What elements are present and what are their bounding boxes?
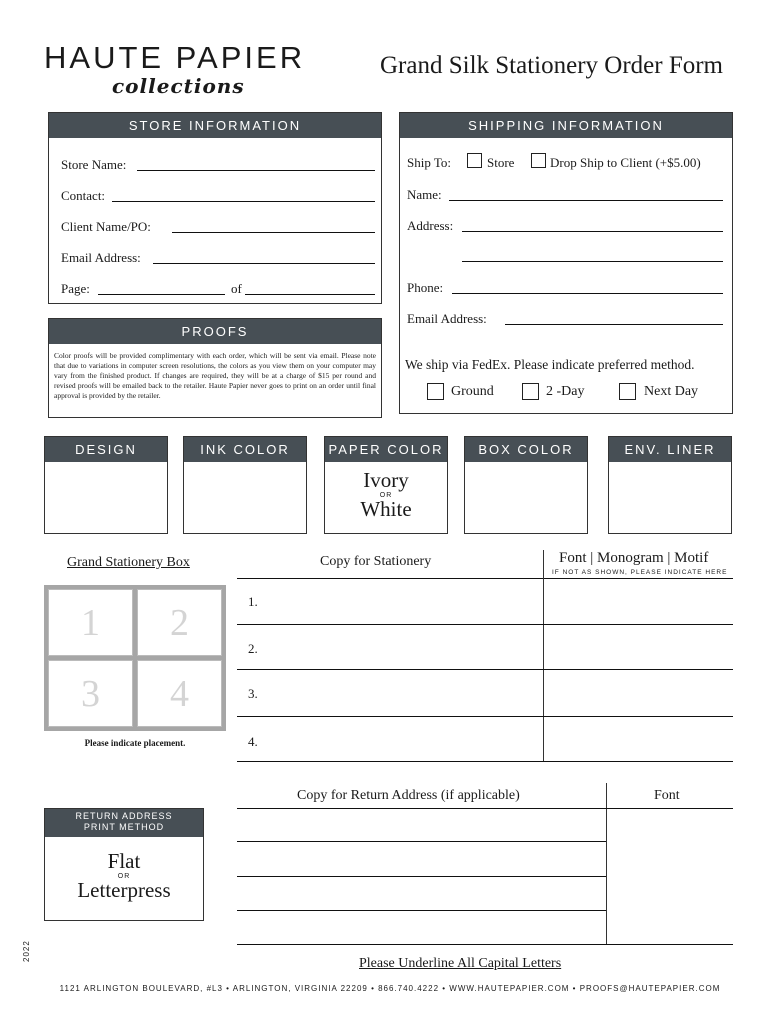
underline-note: Please Underline All Capital Letters — [359, 956, 562, 971]
box-color-header: BOX COLOR — [465, 437, 587, 462]
return-line-1[interactable] — [237, 841, 606, 842]
placement-tile-1[interactable]: 1 — [48, 589, 133, 656]
return-line-4 — [237, 944, 733, 945]
return-font-header: Font — [654, 788, 680, 803]
shipping-info-header: SHIPPING INFORMATION — [400, 113, 732, 138]
contact-field[interactable] — [112, 201, 375, 202]
client-field[interactable] — [172, 232, 375, 233]
ship-phone-field[interactable] — [452, 293, 723, 294]
brand-subname: collections — [112, 74, 245, 98]
design-box[interactable] — [44, 436, 168, 534]
paper-ivory[interactable]: Ivory — [363, 468, 409, 492]
drop-ship-label: Drop Ship to Client (+$5.00) — [550, 155, 701, 170]
two-day-checkbox[interactable] — [522, 383, 539, 400]
client-label: Client Name/PO: — [61, 219, 151, 234]
page-of-label: of — [231, 281, 242, 296]
return-copy-header: Copy for Return Address (if applicable) — [297, 788, 520, 803]
ship-to-label: Ship To: — [407, 155, 452, 170]
table-divider — [543, 550, 544, 762]
ground-label: Ground — [451, 384, 494, 399]
form-title: Grand Silk Stationery Order Form — [380, 52, 724, 79]
year-label: 2022 — [22, 940, 31, 962]
placement-tile-2[interactable]: 2 — [137, 589, 222, 656]
stationery-box-title: Grand Stationery Box — [67, 555, 190, 570]
row-line-4 — [237, 761, 733, 762]
brand-name: HAUTE PAPIER — [44, 40, 306, 75]
placement-tile-3[interactable]: 3 — [48, 660, 133, 727]
page-field[interactable] — [98, 294, 225, 295]
proofs-text: Color proofs will be provided complimentary with each order, which will be sent via email. Please note that due to variations in computer screen resolutions, the colors as you view them on your computer may vary from the finished product. If changes are required, they will be at a charge of $15 per round and revised proofs will be emailed back to the retailer. Haute Papier never goes to print on an order until final approval is provided by the retailer. — [54, 351, 376, 400]
page-label: Page: — [61, 281, 90, 296]
table-top-line — [237, 578, 733, 579]
store-name-label: Store Name: — [61, 157, 127, 172]
copy-row-1[interactable]: 1. — [248, 594, 258, 609]
two-day-label: 2 -Day — [546, 384, 585, 399]
drop-ship-checkbox[interactable] — [531, 153, 546, 168]
print-method-title: PRINT METHOD — [83, 822, 165, 832]
return-line-2[interactable] — [237, 876, 606, 877]
ship-store-label: Store — [487, 155, 515, 170]
return-address-header — [45, 809, 203, 837]
design-header: DESIGN — [45, 437, 167, 462]
paper-white[interactable]: White — [360, 497, 412, 521]
return-line-3[interactable] — [237, 910, 606, 911]
copy-row-2[interactable]: 2. — [248, 641, 258, 656]
store-info-panel — [48, 112, 382, 304]
env-liner-header: ENV. LINER — [609, 437, 731, 462]
store-name-field[interactable] — [137, 170, 375, 171]
page-total-field[interactable] — [245, 294, 375, 295]
row-line-2 — [237, 669, 733, 670]
method-letterpress[interactable]: Letterpress — [77, 878, 171, 902]
method-flat[interactable]: Flat — [107, 849, 141, 873]
placement-tile-4[interactable]: 4 — [137, 660, 222, 727]
row-line-3 — [237, 716, 733, 717]
ship-address-field[interactable] — [462, 231, 723, 232]
return-line-0 — [237, 808, 733, 809]
ink-color-header: INK COLOR — [184, 437, 306, 462]
store-email-label: Email Address: — [61, 250, 141, 265]
fedex-note: We ship via FedEx. Please indicate preferred method. — [405, 357, 695, 372]
return-address-box — [44, 808, 204, 921]
ship-address-label: Address: — [407, 218, 454, 233]
contact-label: Contact: — [61, 188, 106, 203]
copy-stationery-header: Copy for Stationery — [320, 554, 432, 569]
proofs-header: PROOFS — [49, 319, 381, 344]
font-subheader: IF NOT AS SHOWN, PLEASE INDICATE HERE — [552, 569, 728, 576]
paper-color-box[interactable] — [324, 436, 448, 534]
ship-name-label: Name: — [407, 187, 442, 202]
ship-name-field[interactable] — [449, 200, 723, 201]
copy-row-3[interactable]: 3. — [248, 686, 258, 701]
box-color-box[interactable] — [464, 436, 588, 534]
footer-contact: 1121 ARLINGTON BOULEVARD, #L3 • ARLINGTON, VIRGINIA 22209 • 866.740.4222 • WWW.HAUTEPAPIER.COM • PROOFS@HAUTEPAPIER.COM — [59, 984, 721, 993]
ship-email-label: Email Address: — [407, 311, 487, 326]
ship-address-field-2[interactable] — [462, 261, 723, 262]
store-email-field[interactable] — [153, 263, 375, 264]
env-liner-box[interactable] — [608, 436, 732, 534]
row-line-1 — [237, 624, 733, 625]
paper-or: OR — [379, 492, 393, 499]
paper-color-header: PAPER COLOR — [325, 437, 447, 462]
method-or: OR — [117, 873, 131, 880]
ship-store-checkbox[interactable] — [467, 153, 482, 168]
ship-email-field[interactable] — [505, 324, 723, 325]
ink-color-box[interactable] — [183, 436, 307, 534]
ship-phone-label: Phone: — [407, 280, 444, 295]
copy-row-4[interactable]: 4. — [248, 734, 258, 749]
ground-checkbox[interactable] — [427, 383, 444, 400]
placement-note: Please indicate placement. — [84, 738, 186, 748]
next-day-checkbox[interactable] — [619, 383, 636, 400]
return-address-title: RETURN ADDRESS — [75, 811, 173, 821]
store-info-header: STORE INFORMATION — [49, 113, 381, 138]
next-day-label: Next Day — [644, 384, 699, 399]
font-monogram-header: Font | Monogram | Motif — [559, 550, 709, 566]
